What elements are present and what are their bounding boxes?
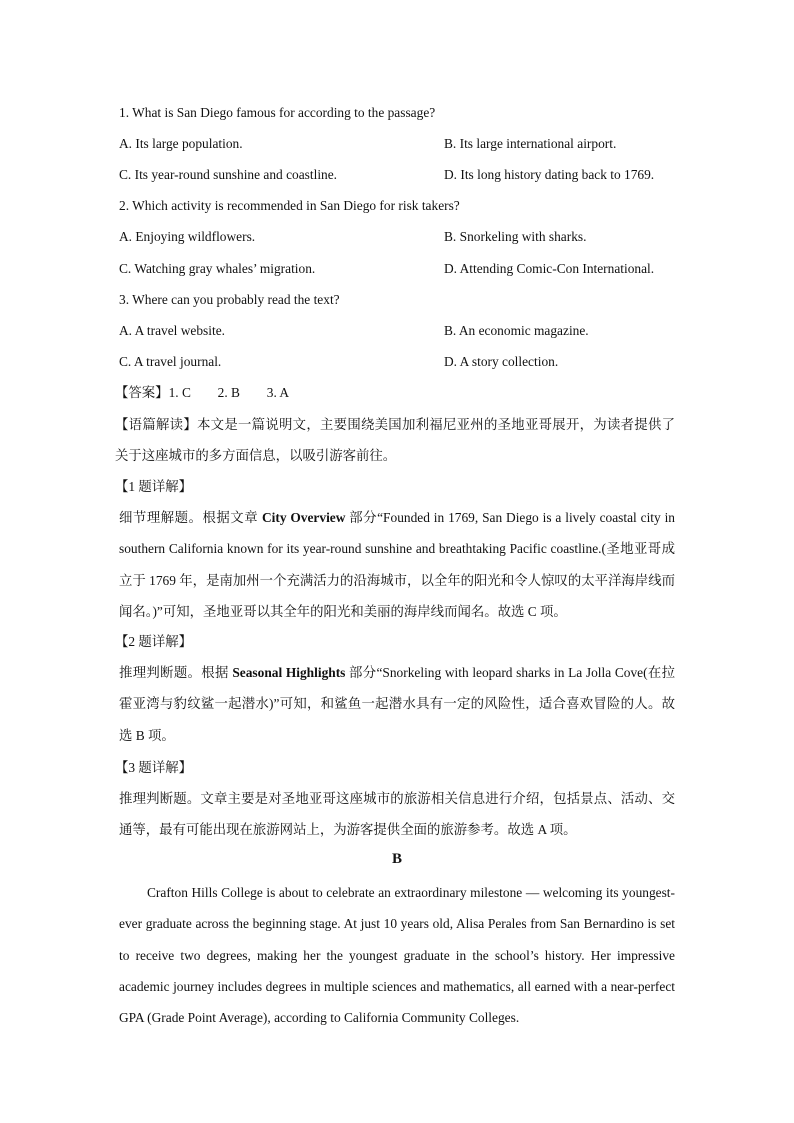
answer-label: 【答案】: [115, 385, 169, 400]
answer-text: 1. C 2. B 3. A: [168, 385, 290, 400]
question-1-option-a: A. Its large population.: [119, 136, 243, 151]
detail-2-section-name: Seasonal Highlights: [232, 665, 346, 680]
question-1-stem: 1. What is San Diego famous for according to the passage?: [119, 105, 436, 120]
question-1-option-b: B. Its large international airport.: [444, 136, 617, 151]
section-b-paragraph: Crafton Hills College is about to celebrate an extraordinary milestone — welcoming its youngest-ever graduate across the beginning stage. At just 10 years old, Alisa Perales from San Bernardino is set to receive two degrees, making her the youngest graduate in the school’s history. Her impressive academic journey includes degrees in multiple sciences and mathematics, all earned with a near-perfect GPA (Grade Point Average), according to California Community Colleges.: [119, 885, 675, 1026]
detail-2-intro: 推理判断题。根据: [119, 665, 233, 680]
interpretation-paragraph: [115, 409, 675, 472]
question-1-option-d: D. Its long history dating back to 1769.: [444, 167, 655, 182]
detail-1-paragraph: [119, 502, 675, 627]
question-2-option-a: A. Enjoying wildflowers.: [119, 229, 256, 244]
detail-2-paragraph: [119, 657, 675, 751]
answer-line: [115, 383, 289, 403]
question-2-option-b: B. Snorkeling with sharks.: [444, 229, 587, 244]
question-3-option-d: D. A story collection.: [444, 354, 559, 369]
question-2-option-d: D. Attending Comic-Con International.: [444, 261, 655, 276]
detail-1-heading: 【1 题详解】: [115, 479, 192, 494]
question-2-stem: 2. Which activity is recommended in San Diego for risk takers?: [119, 198, 460, 213]
question-2-option-c: C. Watching gray whales’ migration.: [119, 261, 316, 276]
detail-1-intro: 细节理解题。根据文章: [119, 510, 262, 525]
detail-1-body: 部分“Founded in 1769, San Diego is a lively coastal city in southern California known for its year-round sunshine and breathtaking Pacific coastline.(圣地亚哥成立于 1769 年，是南加州一个充满活力的沿海城市，以全年的阳光和令人惊叹的太平洋海岸线而闻名。)”可知，圣地亚哥以其全年的阳光和美丽的海岸线而闻名。故选 C 项。: [119, 510, 675, 619]
section-b-heading: B: [391, 851, 402, 867]
question-3-option-b: B. An economic magazine.: [444, 323, 589, 338]
question-3-option-a: A. A travel website.: [119, 323, 225, 338]
detail-3-heading: 【3 题详解】: [115, 760, 192, 775]
question-3-stem: 3. Where can you probably read the text?: [119, 292, 340, 307]
detail-3-paragraph: 推理判断题。文章主要是对圣地亚哥这座城市的旅游相关信息进行介绍，包括景点、活动、交通等，最有可能出现在旅游网站上，为游客提供全面的旅游参考。故选 A 项。: [119, 791, 675, 838]
detail-1-section-name: City Overview: [261, 510, 346, 525]
question-3-option-c: C. A travel journal.: [119, 354, 222, 369]
question-1-option-c: C. Its year-round sunshine and coastline.: [119, 167, 338, 182]
detail-2-body: 部分“Snorkeling with leopard sharks in La Jolla Cove(在拉霍亚湾与豹纹鲨一起潜水)”可知，和鲨鱼一起潜水具有一定的风险性，适合喜欢冒险的人。故选 B 项。: [119, 665, 675, 743]
detail-2-heading: 【2 题详解】: [115, 634, 192, 649]
interpretation-text: 本文是一篇说明文，主要围绕美国加利福尼亚州的圣地亚哥展开，为读者提供了关于这座城市的多方面信息，以吸引游客前往。: [115, 417, 676, 464]
interpretation-label: 【语篇解读】: [115, 417, 197, 432]
